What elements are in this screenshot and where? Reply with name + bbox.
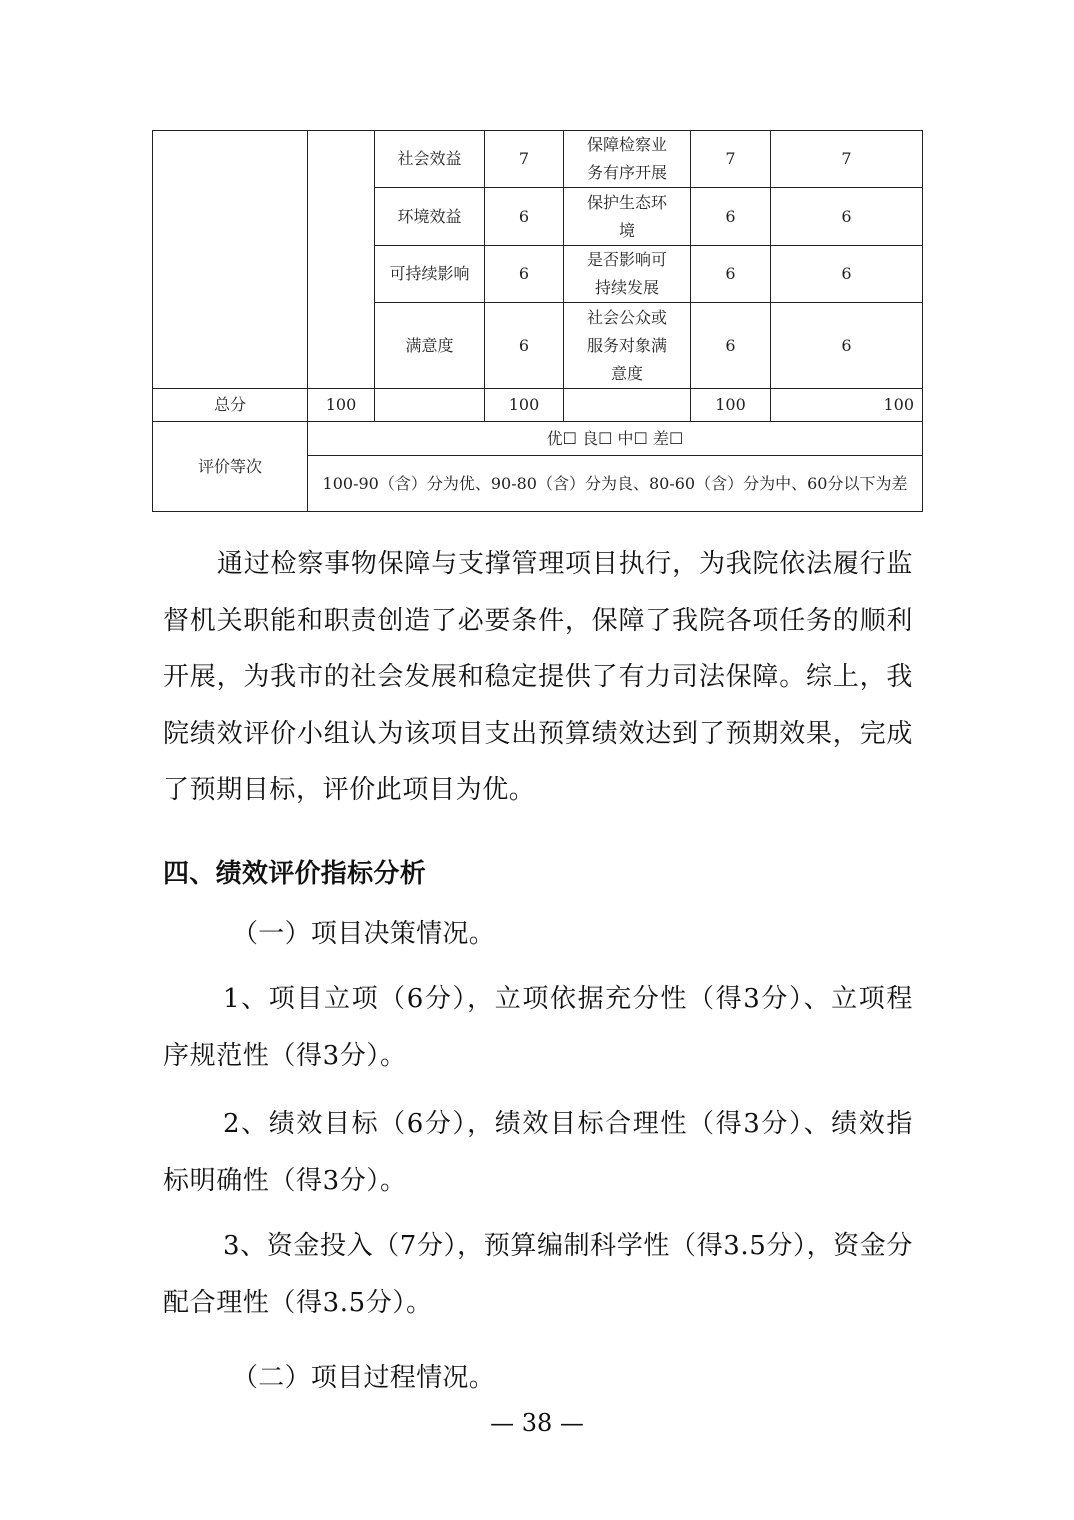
total-value: 100 [771,389,923,422]
grade-label: 评价等次 [153,422,308,512]
indicator-cell: 环境效益 [375,188,485,246]
target-cell: 6 [691,188,771,246]
result-cell: 6 [771,303,923,389]
total-label: 总分 [153,389,308,422]
score-cell: 7 [485,131,564,188]
result-cell: 6 [771,188,923,246]
score-cell: 6 [485,303,564,389]
score-cell: 6 [485,246,564,303]
performance-table [152,130,923,512]
score-cell: 6 [485,188,564,246]
desc-cell: 保障检察业务有序开展 [564,131,691,188]
target-cell: 6 [691,303,771,389]
total-value: 100 [485,389,564,422]
item-paragraph: 3、资金投入（7分），预算编制科学性（得3.5分），资金分配合理性（得3.5分）。 [163,1231,913,1318]
indicator-cell: 社会效益 [375,131,485,188]
blank-cell [308,131,375,389]
result-cell: 7 [771,131,923,188]
indicator-cell: 满意度 [375,303,485,389]
indicator-cell: 可持续影响 [375,246,485,303]
total-value: 100 [691,389,771,422]
subsection-heading: （一）项目决策情况。 [232,919,496,949]
grade-criteria: 100-90（含）分为优、90-80（含）分为良、80-60（含）分为中、60分以下为差 [308,456,923,512]
grade-row [153,422,923,456]
target-cell: 6 [691,246,771,303]
section-heading: 四、绩效评价指标分析 [163,859,427,889]
total-row [153,389,923,422]
grade-options: 优☐ 良☐ 中☐ 差☐ [308,422,923,456]
item-paragraph: 2、绩效目标（6分），绩效目标合理性（得3分）、绩效指标明确性（得3分）。 [163,1109,913,1196]
desc-cell: 社会公众或服务对象满意度 [564,303,691,389]
blank-cell [564,389,691,422]
desc-cell: 保护生态环境 [564,188,691,246]
item-paragraph: 1、项目立项（6分），立项依据充分性（得3分）、立项程序规范性（得3分）。 [163,984,913,1071]
summary-paragraph: 通过检察事物保障与支撑管理项目执行，为我院依法履行监督机关职能和职责创造了必要条件，保障了我院各项任务的顺利开展，为我市的社会发展和稳定提供了有力司法保障。综上，我院绩效评价小组认为该项目支出预算绩效达到了预期效果，完成了预期目标，评价此项目为优。 [163,549,913,805]
total-value: 100 [308,389,375,422]
desc-cell: 是否影响可持续发展 [564,246,691,303]
blank-cell [375,389,485,422]
target-cell: 7 [691,131,771,188]
subsection-heading: （二）项目过程情况。 [232,1363,496,1393]
blank-cell [153,131,308,389]
result-cell: 6 [771,246,923,303]
page-number: — 38 — [490,1409,584,1437]
table-row [153,131,923,188]
